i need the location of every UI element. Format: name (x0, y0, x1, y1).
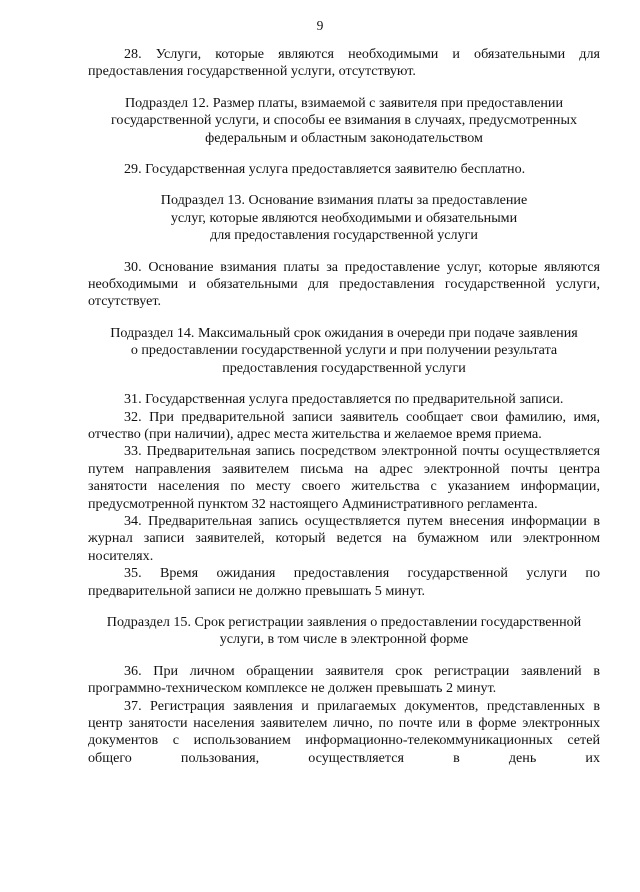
heading-line: государственной услуги, и способы ее взимания в случаях, предусмотренных (111, 112, 577, 129)
heading-line: Подраздел 14. Максимальный срок ожидания в очереди при подаче заявления (110, 324, 578, 341)
heading-subsection-15 (88, 614, 600, 649)
document-body (88, 46, 600, 785)
heading-line: услуг, которые являются необходимыми и обязательными (170, 209, 518, 226)
heading-line: для предоставления государственной услуги (210, 227, 478, 244)
paragraph-34: 34. Предварительная запись осуществляется путем внесения информации в журнал записи заявителей, который ведется на бумажном или электронном носителях. (88, 512, 600, 564)
heading-line: Подраздел 13. Основание взимания платы за предоставление (160, 192, 528, 209)
heading-line: услуги, в том числе в электронной форме (219, 631, 469, 648)
heading-line: предоставления государственной услуги (222, 359, 466, 376)
heading-line: о предоставлении государственной услуги и при получении результата (130, 342, 558, 359)
paragraph-30: 30. Основание взимания платы за предоставление услуг, которые являются необходимыми и обязательными для предоставления государственной услуги, отсутствует. (88, 258, 600, 310)
heading-line: Подраздел 15. Срок регистрации заявления о предоставлении государственной (106, 613, 582, 630)
heading-subsection-12 (88, 95, 600, 147)
paragraph-32: 32. При предварительной записи заявитель сообщает свои фамилию, имя, отчество (при наличии), адрес места жительства и желаемое время приема. (88, 408, 600, 442)
paragraph-35: 35. Время ожидания предоставления государственной услуги по предварительной записи не должно превышать 5 минут. (88, 565, 600, 599)
paragraph-37: 37. Регистрация заявления и прилагаемых документов, представленных в центр занятости населения заявителем лично, по почте или в форме электронных документов с использованием информационно-телекоммуникационных сетей общего пользования, осуществляется в день их (88, 697, 600, 766)
heading-line: Подраздел 12. Размер платы, взимаемой с заявителя при предоставлении (124, 94, 564, 111)
paragraph-31: 31. Государственная услуга предоставляется по предварительной записи. (124, 391, 564, 408)
paragraph-29: 29. Государственная услуга предоставляется заявителю бесплатно. (124, 161, 526, 178)
paragraph-36: 36. При личном обращении заявителя срок регистрации заявлений в программно-техническом комплексе не должен превышать 2 минут. (88, 662, 600, 697)
paragraph-33: 33. Предварительная запись посредством электронной почты осуществляется путем направления заявителем письма на адрес электронной почты центра занятости населения по месту своего жительства с указанием информации, предусмотренной пунктом 32 настоящего Административного регламента. (88, 443, 600, 512)
heading-line: федеральным и областным законодательством (205, 129, 483, 146)
page-number: 9 (316, 18, 324, 33)
heading-subsection-14 (88, 325, 600, 377)
paragraph-28: 28. Услуги, которые являются необходимыми и обязательными для предоставления государственной услуги, отсутствуют. (88, 46, 600, 80)
heading-subsection-13 (88, 192, 600, 244)
